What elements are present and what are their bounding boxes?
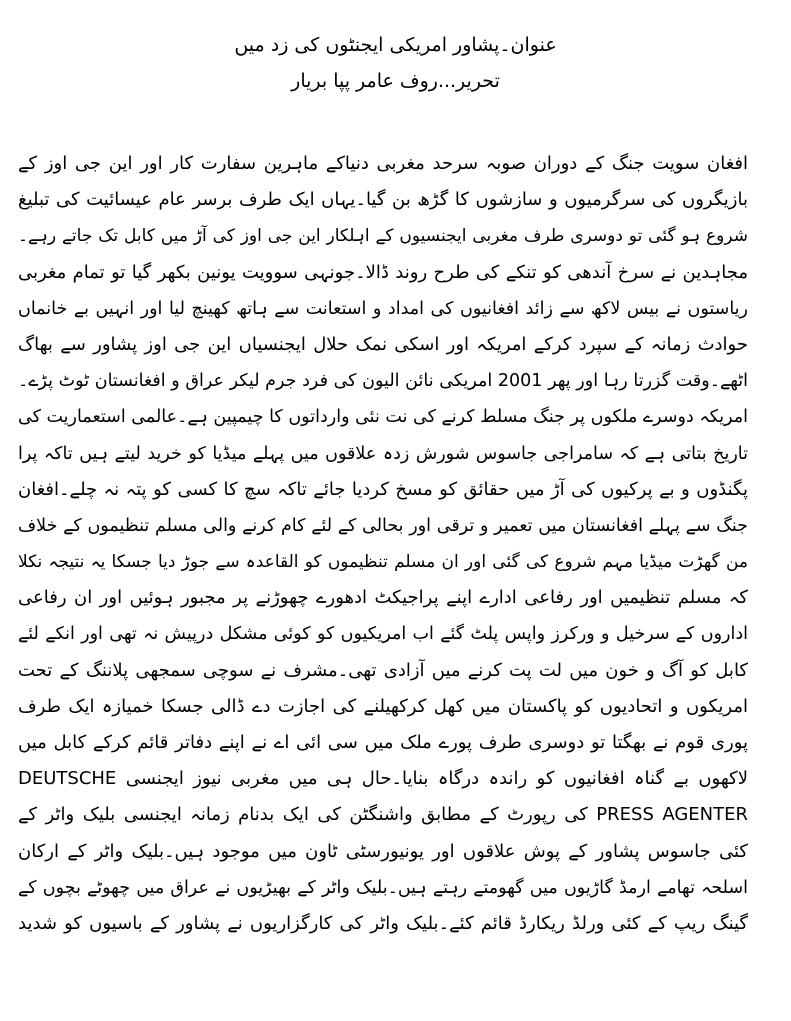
text-line: پگنڈوں و بے پرکیوں کی آڑ میں حقائق کو مسخ کردیا جائے تاکہ سچ کا کسی کو پتہ نہ چلے۔افغان	[18, 478, 748, 500]
text-line: حوادث زمانہ کے سپرد کرکے امریکہ اور اسکی نمک حلال ایجنسیاں این جی اوز پشاور سے بھاگ	[18, 333, 748, 355]
text-line: من گھڑت میڈیا مہم شروع کی گئی اور ان مسلم تنظیموں کو القاعدہ سے جوڑ دیا جسکا یہ نتیجہ نکلا	[18, 552, 748, 573]
text-line: کہ مسلم تنظیمیں اور رفاعی ادارے اپنے پراجیکٹ ادھورے چھوڑنے پر مجبور ہوئیں اور ان رفاعی	[18, 587, 748, 609]
article-body	[18, 146, 748, 942]
author-byline: تحریر...روف عامر پپا بریار	[291, 70, 500, 92]
document-title: عنوان۔پشاور امریکی ایجنٹوں کی زد میں	[234, 34, 557, 56]
text-line: جنگ سے پہلے افغانستان میں تعمیر و ترقی اور بحالی کے لئے کام کرنے والی مسلم تنظیموں کے خلاف	[18, 515, 748, 536]
text-line: کئی جاسوس پشاور کے پوش علاقوں اور یونیورسٹی ٹاون میں موجود ہیں۔بلیک واٹر کے ارکان	[18, 840, 748, 862]
text-line: امریکہ دوسرے ملکوں پر جنگ مسلط کرنے کی نت نئی وارداتوں کا چیمپین ہے۔عالمی استعماریت کی	[18, 407, 748, 428]
text-line: PRESS AGENTER کی رپورٹ کے مطابق واشنگٹن کی ایک بدنام زمانہ ایجنسی بلیک واٹر کے	[18, 804, 748, 826]
text-line: افغان سویت جنگ کے دوران صوبہ سرحد مغربی دنیاکے ماہرین سفارت کار اور این جی اوز کے	[18, 153, 748, 174]
text-line: امریکوں و اتحادیوں کو پاکستان میں کھل کرکھیلنے کی اجازت دے ڈالی جسکا خمیازہ ایک طرف	[18, 695, 748, 717]
text-line: مجاہدین نے سرخ آندھی کو تنکے کی طرح روند ڈالا۔جونہی سوویت یونین بکھر گیا تو تمام مغربی	[18, 261, 748, 283]
text-line: بازیگروں کی سرگرمیوں و سازشوں کا گڑھ بن گیا۔یہاں ایک طرف برسر عام عیسائیت کی تبلیغ	[18, 189, 748, 211]
text-line: اٹھے۔وقت گزرتا رہا اور پھر 2001 امریکی نائن الیون کی فرد جرم لیکر عراق و افغانستان ٹوٹ پڑے۔	[18, 371, 748, 392]
text-line: شروع ہو گئی تو دوسری طرف مغربی ایجنسیوں کے اہلکار این جی اوز کی آڑ میں کابل تک جاتے رہے۔	[18, 226, 748, 247]
text-line: کابل کو آگ و خون میں لت پت کرنے میں آزادی تھی۔مشرف نے سوچی سمجھی پلاننگ کے تحت	[18, 659, 748, 681]
text-line: لاکھوں بے گناہ افغانیوں کو راندہ درگاہ بنایا۔حال ہی میں مغربی نیوز ایجنسی DEUTSCHE	[18, 768, 748, 790]
text-line: اسلحہ تھامے ارمڈ گاڑیوں میں گھومتے رہتے ہیں۔بلیک واٹر کے بھیڑیوں نے عراق میں چھوٹے بچوں کے	[18, 877, 748, 898]
text-line: ریاستوں نے بیس لاکھ سے زائد افغانیوں کی امداد و استعانت سے ہاتھ کھینچ لیا اور انہیں بے خانماں	[18, 298, 748, 319]
text-line: تاریخ بتاتی ہے کہ سامراجی جاسوس شورش زدہ علاقوں میں پہلے میڈیا کو خرید لیتے ہیں تاکہ پرا	[18, 443, 748, 464]
text-line: گینگ ریپ کے کئی ورلڈ ریکارڈ قائم کئے۔بلیک واٹر کی کارگزاریوں نے پشاور کے باسیوں کو شدید	[18, 912, 748, 934]
text-line: پوری قوم نے بھگتا تو دوسری طرف پورے ملک میں سی ائی اے نے اپنے دفاتر قائم کرکے کابل میں	[18, 732, 748, 753]
text-line: اداروں کے سرخیل و ورکرز واپس پلٹ گئے اب امریکیوں کو کوئی مشکل درپیش نہ تھی اور انکے لئے	[18, 624, 748, 645]
